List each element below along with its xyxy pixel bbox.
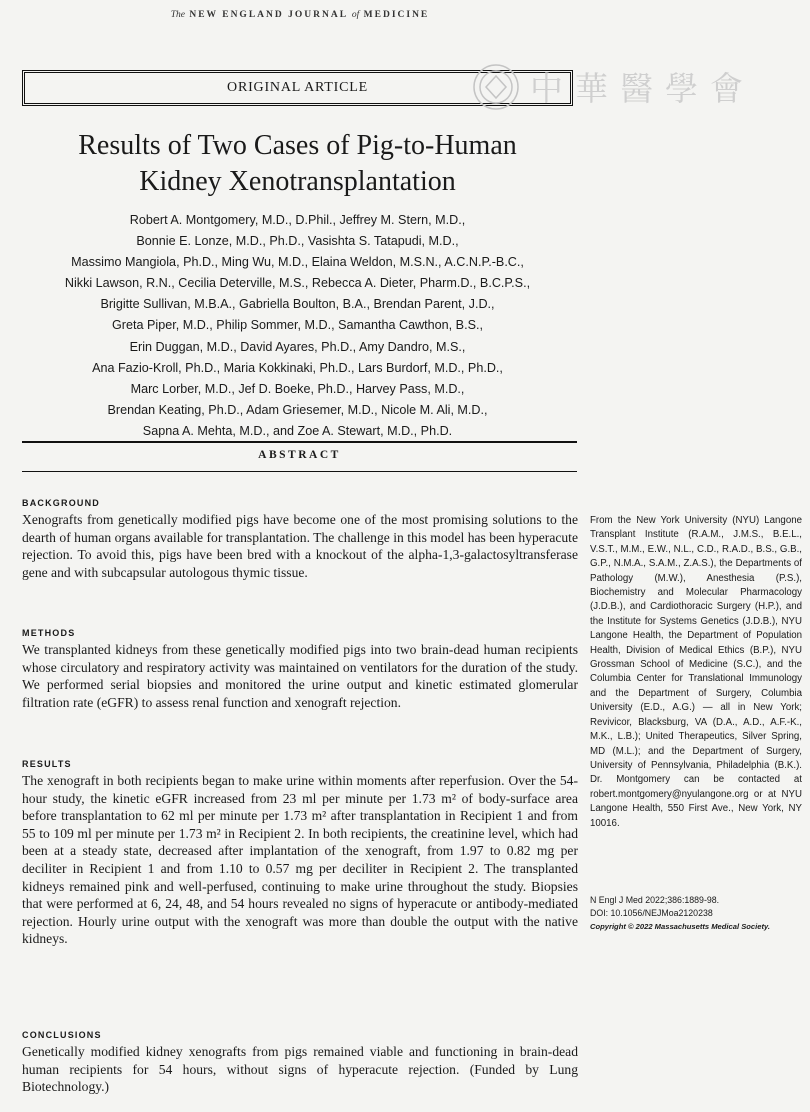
citation-reference: N Engl J Med 2022;386:1889-98. (590, 895, 720, 905)
background-heading: BACKGROUND (22, 498, 100, 508)
journal-the: The (170, 10, 185, 20)
methods-text: We transplanted kidneys from these genetically modified pigs into two brain-dead human recipients whose circulatory and respiratory activity was maintained on ventilators for the duration of the study. We performed serial biopsies and monitored the urine output and kinetic estimated glomerular filtration rate (eGFR) to assess renal function and xenograft rejection. (22, 642, 578, 710)
author-list (10, 210, 585, 442)
conclusions-heading: CONCLUSIONS (22, 1030, 102, 1040)
abstract-conclusions-section (22, 1030, 578, 1096)
journal-masthead (0, 10, 600, 20)
author-line: Robert A. Montgomery, M.D., D.Phil., Jeffrey M. Stern, M.D., (129, 213, 466, 227)
watermark-text: 中華醫學會 (530, 69, 755, 108)
author-line: Greta Piper, M.D., Philip Sommer, M.D., Samantha Cawthon, B.S., (112, 318, 483, 333)
author-line: Brigitte Sullivan, M.B.A., Gabriella Boulton, B.A., Brendan Parent, J.D., (100, 297, 495, 312)
watermark-logo (468, 62, 768, 112)
author-line: Nikki Lawson, R.N., Cecilia Deterville, M.S., Rebecca A. Dieter, Pharm.D., B.C.P.S., (64, 276, 531, 291)
journal-of: of (351, 10, 360, 20)
results-text: The xenograft in both recipients began to make urine within moments after reperfusion. Over the 54-hour study, the kinetic eGFR increased from 23 ml per minute per 1.73 m² of body-surface area before transplantation to 62 ml per minute per 1.73 m² after transplantation in Recipient 1 and from 55 to 109 ml per minute per 1.73 m² in Recipient 2. In both recipients, the creatinine level, which had been at a steady state, decreased after implantation of the xenograft, from 1.97 to 0.82 mg per deciliter in Recipient 1 and from 1.10 to 0.57 mg per deciliter in Recipient 2. The transplanted kidneys remained pink and well-perfused, continuing to make urine throughout the study. Biopsies that were performed at 6, 24, 48, and 54 hours revealed no signs of hyperacute or antibody-mediated rejection. Hourly urine output with the xenograft was more than double the output with the native kidneys. (22, 773, 578, 947)
author-line: Ana Fazio-Kroll, Ph.D., Maria Kokkinaki, Ph.D., Lars Burdorf, M.D., Ph.D., (92, 360, 503, 375)
background-text: Xenografts from genetically modified pigs have become one of the most promising solutions to the dearth of human organs available for transplantation. The challenge in this model has been hyperacute rejection. To avoid this, pigs have been bred with a knockout of the alpha-1,3-galactosyltransferase gene and with subcapsular autologous thymic tissue. (22, 512, 578, 580)
abstract-divider-top (22, 441, 577, 443)
journal-medicine: MEDICINE (363, 10, 430, 20)
results-heading: RESULTS (22, 759, 72, 769)
author-line: Bonnie E. Lonze, M.D., Ph.D., Vasishta S. Tatapudi, M.D., (136, 234, 459, 249)
conclusions-text: Genetically modified kidney xenografts from pigs remained viable and functioning in brain-dead human recipients for 54 hours, without signs of hyperacute rejection. (Funded by Lung Biotechnology.) (22, 1044, 578, 1095)
journal-name-part: NEW ENGLAND JOURNAL (189, 10, 348, 20)
abstract-results-section (22, 759, 578, 948)
author-line: Erin Duggan, M.D., David Ayares, Ph.D., Amy Dandro, M.S., (129, 339, 466, 354)
affiliations-sidebar (590, 514, 802, 831)
author-line: Marc Lorber, M.D., Jef D. Boeke, Ph.D., Harvey Pass, M.D., (130, 381, 465, 396)
watermark-seal-icon (474, 65, 518, 109)
author-line: Sapna A. Mehta, M.D., and Zoe A. Stewart, M.D., Ph.D. (142, 423, 453, 438)
author-line: Massimo Mangiola, Ph.D., Ming Wu, M.D., Elaina Weldon, M.S.N., A.C.N.P.-B.C., (71, 255, 524, 270)
citation-block (590, 894, 802, 933)
abstract-heading: ABSTRACT (258, 449, 341, 461)
affiliations-text: From the New York University (NYU) Langone Transplant Institute (R.A.M., J.M.S., B.E.L., V.S.T., M.M., E.W., N.L., C.D., R.A.D., B.S., G.B., G.P., N.M.A., S.A.M., Z.A.S.), the Departments of Pathology (M.W.), Anesthesia (P.S.), Biochemistry and Molecular Pharmacology (J.D.B.), and Cardiothoracic Surgery (H.P.), and the Institute for Systems Genetics (J.D.B.), NYU Langone Health, the Department of Population Health, Division of Medical Ethics (B.P.), NYU Grossman School of Medicine (S.C.), and the Columbia Center for Translational Immunology and the Department of Surgery, Columbia University (E.D., A.G.) — all in New York; Revivicor, Blacksburg, VA (D.A., A.D., A.F.-K., M.K., L.B.); United Therapeutics, Silver Spring, MD (M.L.); and the Department of Surgery, University of Pennsylvania, Philadelphia (B.K.). Dr. Montgomery can be contacted at robert.montgomery@nyulangone.org or at NYU Langone Health, 550 First Ave., New York, NY 10016. (590, 515, 802, 829)
abstract-methods-section (22, 628, 578, 711)
citation-doi: DOI: 10.1056/NEJMoa2120238 (590, 908, 713, 918)
abstract-background-section (22, 498, 578, 581)
article-type-label: ORIGINAL ARTICLE (227, 80, 368, 95)
citation-copyright: Copyright © 2022 Massachusetts Medical Society. (590, 922, 771, 931)
abstract-divider-bottom (22, 471, 577, 472)
methods-heading: METHODS (22, 628, 76, 638)
title-line-1: Results of Two Cases of Pig-to-Human (78, 130, 517, 161)
author-line: Brendan Keating, Ph.D., Adam Griesemer, M.D., Nicole M. Ali, M.D., (107, 402, 488, 417)
title-line-2: Kidney Xenotransplantation (139, 166, 456, 197)
article-title (20, 128, 575, 200)
